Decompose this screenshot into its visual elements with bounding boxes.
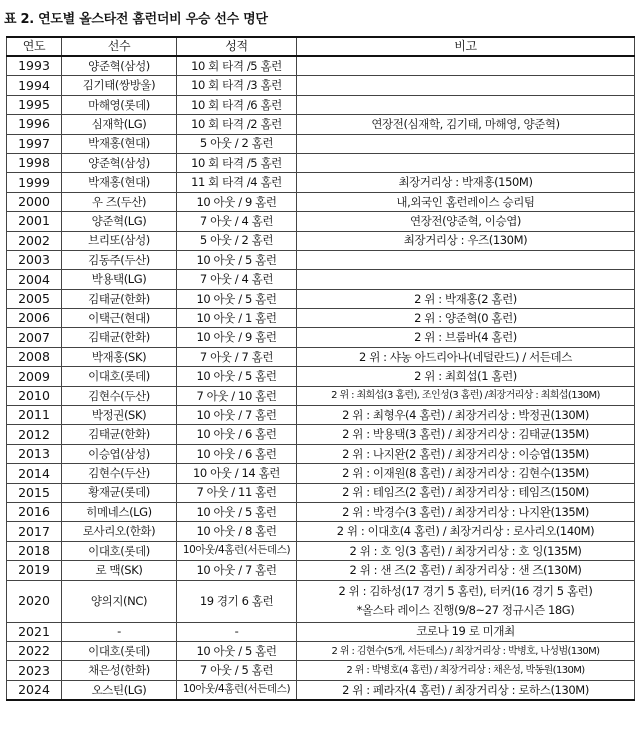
cell-player: 김현수(두산) <box>62 464 177 483</box>
cell-player: 히메네스(LG) <box>62 502 177 521</box>
table-row <box>7 192 635 211</box>
cell-record: - <box>177 622 297 641</box>
cell-year: 2006 <box>7 309 62 328</box>
cell-year: 2004 <box>7 270 62 289</box>
cell-player: 이대호(롯데) <box>62 541 177 560</box>
table-body <box>7 56 635 700</box>
cell-record: 10 아웃 / 5 홈런 <box>177 367 297 386</box>
cell-player: 박정권(SK) <box>62 406 177 425</box>
cell-year: 1995 <box>7 95 62 114</box>
cell-note: 2 위 : 샤농 아드리아나(네덜란드) / 서든데스 <box>297 347 635 366</box>
table-row <box>7 425 635 444</box>
cell-record: 10 아웃 / 6 홈런 <box>177 444 297 463</box>
cell-year: 2024 <box>7 680 62 700</box>
cell-record: 10 아웃 / 9 홈런 <box>177 192 297 211</box>
table-row <box>7 56 635 76</box>
cell-note: 내,외국인 홈런레이스 승리팀 <box>297 192 635 211</box>
cell-note: 최장거리상 : 박재홍(150M) <box>297 173 635 192</box>
cell-player: 심재학(LG) <box>62 115 177 134</box>
cell-year: 2010 <box>7 386 62 405</box>
cell-player: 박용택(LG) <box>62 270 177 289</box>
cell-record: 19 경기 6 홈런 <box>177 580 297 622</box>
cell-player: 김동주(두산) <box>62 250 177 269</box>
cell-note: 2 위 : 테임즈(2 홈런) / 최장거리상 : 테임즈(150M) <box>297 483 635 502</box>
cell-year: 2000 <box>7 192 62 211</box>
cell-record: 7 아웃 / 4 홈런 <box>177 212 297 231</box>
cell-player: 이택근(현대) <box>62 309 177 328</box>
cell-record: 10아웃/4홈런(서든데스) <box>177 541 297 560</box>
table-row <box>7 76 635 95</box>
cell-note: 2 위 : 호 잉(3 홈런) / 최장거리상 : 호 잉(135M) <box>297 541 635 560</box>
cell-note: 2 위 : 나지완(2 홈런) / 최장거리상 : 이승엽(135M) <box>297 444 635 463</box>
table-row <box>7 328 635 347</box>
table-caption: 표 2. 연도별 올스타전 홈런더비 우승 선수 명단 <box>4 12 268 27</box>
cell-player: - <box>62 622 177 641</box>
cell-player: 오스틴(LG) <box>62 680 177 700</box>
cell-year: 2020 <box>7 580 62 622</box>
cell-player: 로 맥(SK) <box>62 561 177 580</box>
cell-record: 10 아웃 / 8 홈런 <box>177 522 297 541</box>
cell-player: 브리또(삼성) <box>62 231 177 250</box>
cell-year: 2017 <box>7 522 62 541</box>
cell-year: 2002 <box>7 231 62 250</box>
cell-record: 5 아웃 / 2 홈런 <box>177 231 297 250</box>
table-row <box>7 153 635 172</box>
cell-record: 7 아웃 / 7 홈런 <box>177 347 297 366</box>
cell-record: 10 아웃 / 5 홈런 <box>177 250 297 269</box>
header-player: 선수 <box>62 37 177 56</box>
cell-year: 2015 <box>7 483 62 502</box>
cell-record: 10 아웃 / 5 홈런 <box>177 641 297 660</box>
cell-player: 로사리오(한화) <box>62 522 177 541</box>
table-row <box>7 502 635 521</box>
table-row <box>7 661 635 680</box>
cell-year: 2023 <box>7 661 62 680</box>
cell-note <box>297 56 635 76</box>
table-row <box>7 561 635 580</box>
table-row <box>7 95 635 114</box>
table-row <box>7 406 635 425</box>
cell-record: 10 아웃 / 5 홈런 <box>177 289 297 308</box>
table-row <box>7 212 635 231</box>
cell-record: 10 아웃 / 7 홈런 <box>177 406 297 425</box>
cell-record: 11 회 타격 /4 홈런 <box>177 173 297 192</box>
table-row <box>7 173 635 192</box>
header-record: 성적 <box>177 37 297 56</box>
cell-record: 7 아웃 / 11 홈런 <box>177 483 297 502</box>
table-row <box>7 115 635 134</box>
cell-player: 김태균(한화) <box>62 289 177 308</box>
cell-record: 10 회 타격 /2 홈런 <box>177 115 297 134</box>
cell-note: 2 위 : 최형우(4 홈런) / 최장거리상 : 박정권(130M) <box>297 406 635 425</box>
cell-year: 1994 <box>7 76 62 95</box>
table-row <box>7 580 635 622</box>
cell-year: 2003 <box>7 250 62 269</box>
cell-note: 2 위 : 이재원(8 홈런) / 최장거리상 : 김현수(135M) <box>297 464 635 483</box>
cell-year: 2011 <box>7 406 62 425</box>
cell-note <box>297 76 635 95</box>
cell-record: 10 아웃 / 14 홈런 <box>177 464 297 483</box>
cell-player: 이대호(롯데) <box>62 641 177 660</box>
header-year: 연도 <box>7 37 62 56</box>
cell-player: 김현수(두산) <box>62 386 177 405</box>
cell-player: 우 즈(두산) <box>62 192 177 211</box>
cell-record: 10 아웃 / 6 홈런 <box>177 425 297 444</box>
cell-year: 2021 <box>7 622 62 641</box>
table-row <box>7 231 635 250</box>
cell-note: 2 위 : 양준혁(0 홈런) <box>297 309 635 328</box>
cell-note: 2 위 : 박용택(3 홈런) / 최장거리상 : 김태균(135M) <box>297 425 635 444</box>
cell-record: 10 회 타격 /6 홈런 <box>177 95 297 114</box>
cell-note: 2 위 : 박재홍(2 홈런) <box>297 289 635 308</box>
cell-note: 2 위 : 박경수(3 홈런) / 최장거리상 : 나지완(135M) <box>297 502 635 521</box>
cell-record: 10 아웃 / 5 홈런 <box>177 502 297 521</box>
cell-player: 박재홍(SK) <box>62 347 177 366</box>
table-row <box>7 522 635 541</box>
cell-player: 박재홍(현대) <box>62 134 177 153</box>
cell-record: 10아웃/4홈런(서든데스) <box>177 680 297 700</box>
cell-note: 연장전(심재학, 김기태, 마해영, 양준혁) <box>297 115 635 134</box>
cell-player: 황재균(롯데) <box>62 483 177 502</box>
cell-note <box>297 153 635 172</box>
cell-note: 2 위 : 브룸바(4 홈런) <box>297 328 635 347</box>
cell-player: 양준혁(삼성) <box>62 153 177 172</box>
cell-note <box>297 95 635 114</box>
cell-note <box>297 270 635 289</box>
cell-year: 2009 <box>7 367 62 386</box>
cell-player: 김태균(한화) <box>62 328 177 347</box>
cell-player: 김기태(쌍방울) <box>62 76 177 95</box>
cell-record: 10 아웃 / 7 홈런 <box>177 561 297 580</box>
cell-note <box>297 250 635 269</box>
cell-note: 2 위 : 최희섭(1 홈런) <box>297 367 635 386</box>
cell-year: 1993 <box>7 56 62 76</box>
table-row <box>7 641 635 660</box>
header-note: 비고 <box>297 37 635 56</box>
table-row <box>7 347 635 366</box>
cell-record: 10 회 타격 /5 홈런 <box>177 56 297 76</box>
cell-year: 2019 <box>7 561 62 580</box>
table-row <box>7 289 635 308</box>
table-header-row <box>7 37 635 56</box>
cell-player: 이승엽(삼성) <box>62 444 177 463</box>
note-line-footnote: *올스타 레이스 진행(9/8~27 정규시즌 18G) <box>356 603 575 618</box>
cell-record: 10 아웃 / 9 홈런 <box>177 328 297 347</box>
cell-player: 이대호(롯데) <box>62 367 177 386</box>
table-row <box>7 367 635 386</box>
cell-note: 2 위 : 박병호(4 홈런) / 최장거리상 : 채은성, 박동원(130M) <box>297 661 635 680</box>
cell-note <box>297 580 635 622</box>
cell-year: 2005 <box>7 289 62 308</box>
table-row <box>7 386 635 405</box>
table-row <box>7 250 635 269</box>
cell-note: 2 위 : 이대호(4 홈런) / 최장거리상 : 로사리오(140M) <box>297 522 635 541</box>
table-row <box>7 309 635 328</box>
cell-note: 코로나 19 로 미개최 <box>297 622 635 641</box>
homerun-derby-winners-table <box>6 36 635 701</box>
cell-year: 1996 <box>7 115 62 134</box>
table-row <box>7 541 635 560</box>
cell-year: 2022 <box>7 641 62 660</box>
table-row <box>7 622 635 641</box>
cell-note: 2 위 : 김현수(5개, 서든데스) / 최장거리상 : 박병호, 나성범(130M) <box>297 641 635 660</box>
cell-player: 채은성(한화) <box>62 661 177 680</box>
cell-year: 1998 <box>7 153 62 172</box>
table-row <box>7 464 635 483</box>
cell-year: 1999 <box>7 173 62 192</box>
cell-year: 2013 <box>7 444 62 463</box>
cell-note: 최장거리상 : 우즈(130M) <box>297 231 635 250</box>
cell-year: 2014 <box>7 464 62 483</box>
cell-year: 2007 <box>7 328 62 347</box>
cell-note: 2 위 : 페라자(4 홈런) / 최장거리상 : 로하스(130M) <box>297 680 635 700</box>
note-line: 2 위 : 김하성(17 경기 5 홈런), 터커(16 경기 5 홈런) <box>338 584 593 599</box>
cell-record: 5 아웃 / 2 홈런 <box>177 134 297 153</box>
table-row <box>7 483 635 502</box>
table-row <box>7 444 635 463</box>
cell-record: 7 아웃 / 4 홈런 <box>177 270 297 289</box>
cell-player: 양의지(NC) <box>62 580 177 622</box>
cell-note <box>297 134 635 153</box>
cell-year: 2001 <box>7 212 62 231</box>
table-row <box>7 270 635 289</box>
cell-record: 10 아웃 / 1 홈런 <box>177 309 297 328</box>
cell-record: 10 회 타격 /5 홈런 <box>177 153 297 172</box>
cell-year: 2008 <box>7 347 62 366</box>
cell-record: 7 아웃 / 5 홈런 <box>177 661 297 680</box>
cell-year: 1997 <box>7 134 62 153</box>
cell-year: 2018 <box>7 541 62 560</box>
cell-record: 7 아웃 / 10 홈런 <box>177 386 297 405</box>
cell-player: 마해영(롯데) <box>62 95 177 114</box>
cell-year: 2016 <box>7 502 62 521</box>
cell-year: 2012 <box>7 425 62 444</box>
cell-player: 양준혁(삼성) <box>62 56 177 76</box>
cell-player: 김태균(한화) <box>62 425 177 444</box>
cell-note: 연장전(양준혁, 이승엽) <box>297 212 635 231</box>
table-row <box>7 134 635 153</box>
cell-player: 양준혁(LG) <box>62 212 177 231</box>
cell-record: 10 회 타격 /3 홈런 <box>177 76 297 95</box>
cell-note: 2 위 : 샌 즈(2 홈런) / 최장거리상 : 샌 즈(130M) <box>297 561 635 580</box>
table-row <box>7 680 635 700</box>
cell-player: 박재홍(현대) <box>62 173 177 192</box>
cell-note: 2 위 : 최희섭(3 홈런), 조인성(3 홈런) /최장거리상 : 최희섭(130M) <box>297 386 635 405</box>
